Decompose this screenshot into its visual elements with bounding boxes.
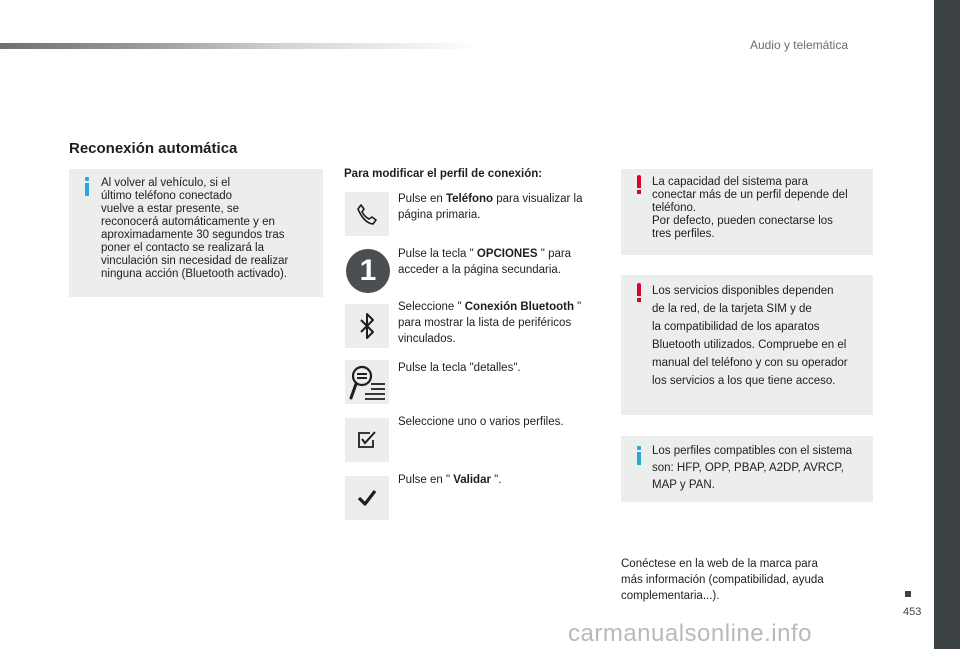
validate-icon-box [345,476,389,520]
warning-box-services-text: Los servicios disponibles dependen de la red, de la tarjeta SIM y de la compatibilidad de los aparatos Bluetooth utilizados. Compruebe en el manual del teléfono y con su operador los servicios a los que tiene acceso. [652,285,848,387]
details-icon [347,362,387,402]
bluetooth-icon-box [345,304,389,348]
steps-heading: Para modificar el perfil de conexión: [344,168,543,180]
warning-box-profiles-text: La capacidad del sistema para conectar más de un perfil depende del teléfono. Por defecto, pueden conectarse los tres perfiles. [652,176,848,240]
header-gradient-bar [0,43,480,49]
info-box-text: Al volver al vehículo, si el último teléfono conectado vuelve a estar presente, se reconocerá automáticamente y en aproximadamente 30 segundos tras poner el contacto se realizará la vinculación sin necesidad de realizar ninguna acción (Bluetooth activado). [101,177,289,280]
info-box-compatible-text: Los perfiles compatibles con el sistema son: HFP, OPP, PBAP, A2DP, AVRCP, MAP y PAN. [652,445,853,491]
details-icon-box [345,360,389,404]
info-icon [81,177,93,197]
step-number-badge: 1 [346,249,390,293]
phone-icon [354,201,380,227]
side-strip [934,0,960,649]
info-box-compatible-profiles [621,436,873,502]
info-icon [633,446,645,466]
watermark: carmanualsonline.info [568,620,812,647]
info-box-reconnection [69,169,323,297]
checkbox-icon [356,430,378,450]
warning-icon [633,175,645,195]
phone-icon-box [345,192,389,236]
step-text-2: Pulse la tecla " OPCIONES " para acceder a la página secundaria. [398,248,572,276]
checkmark-icon [356,488,378,508]
warning-box-profiles [621,169,873,255]
bluetooth-icon [355,311,379,341]
step-text-5: Seleccione uno o varios perfiles. [398,416,564,428]
step-text-6: Pulse en " Validar ". [398,474,502,486]
step-text-1: Pulse en Teléfono para visualizar la página primaria. [398,193,583,221]
warning-icon [633,283,645,303]
page-number: 453 [903,606,922,618]
page-title: Reconexión automática [69,140,238,157]
footer-note: Conéctese en la web de la marca para más información (compatibilidad, ayuda complementaria...). [621,558,824,602]
section-title: Audio y telemática [749,38,848,52]
warning-box-services [621,275,873,415]
step-text-4: Pulse la tecla "detalles". [398,362,521,374]
step-text-3: Seleccione " Conexión Bluetooth " para mostrar la lista de periféricos vinculados. [398,301,582,345]
page-marker [905,591,911,597]
checkbox-icon-box [345,418,389,462]
